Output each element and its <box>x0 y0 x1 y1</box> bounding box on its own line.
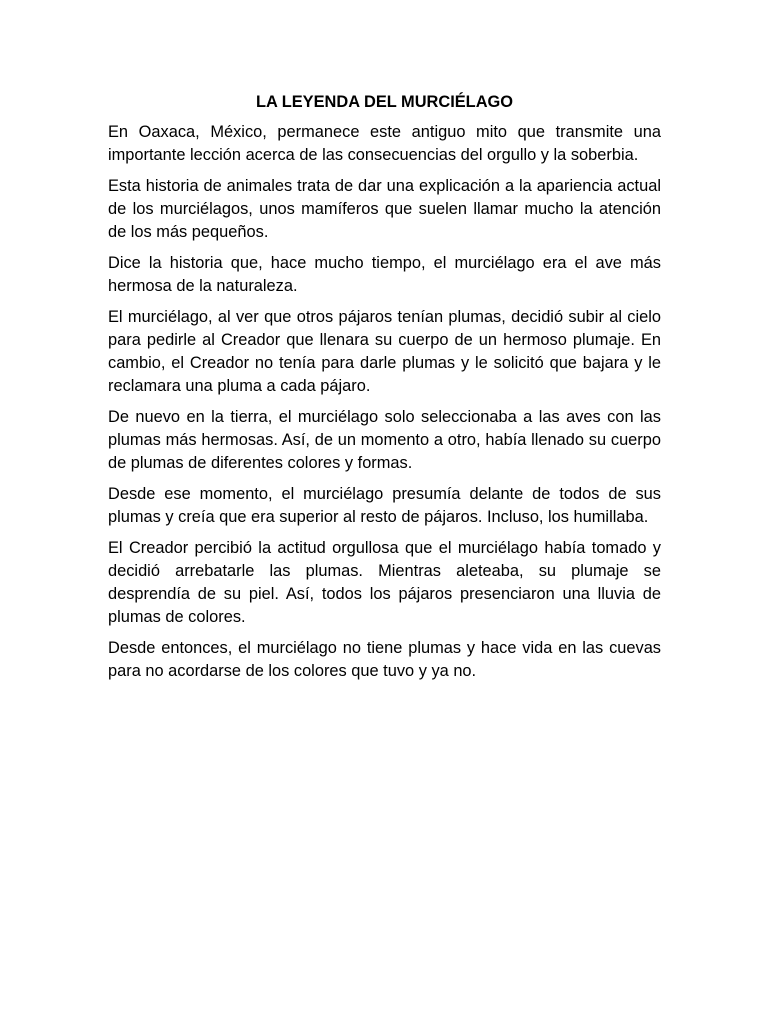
paragraph-4: El murciélago, al ver que otros pájaros tenían plumas, decidió subir al cielo para pedirle al Creador que llenara su cuerpo de un hermoso plumaje. En cambio, el Creador no tenía para darle plumas y le solicitó que bajara y le reclamara una pluma a cada pájaro. <box>108 308 661 395</box>
paragraph-7: El Creador percibió la actitud orgullosa que el murciélago había tomado y decidió arrebatarle las plumas. Mientras aleteaba, su plumaje se desprendía de su piel. Así, todos los pájaros presenciaron una lluvia de plumas de colores. <box>108 539 661 626</box>
paragraph-5: De nuevo en la tierra, el murciélago solo seleccionaba a las aves con las plumas más hermosas. Así, de un momento a otro, había llenado su cuerpo de plumas de diferentes colores y formas. <box>108 408 661 472</box>
paragraph-1: En Oaxaca, México, permanece este antiguo mito que transmite una importante lección acerca de las consecuencias del orgullo y la soberbia. <box>108 123 661 164</box>
paragraph-8: Desde entonces, el murciélago no tiene plumas y hace vida en las cuevas para no acordarse de los colores que tuvo y ya no. <box>108 639 661 680</box>
document-body <box>108 91 661 691</box>
paragraph-3: Dice la historia que, hace mucho tiempo, el murciélago era el ave más hermosa de la naturaleza. <box>108 254 661 295</box>
paragraph-2: Esta historia de animales trata de dar una explicación a la apariencia actual de los murciélagos, unos mamíferos que suelen llamar mucho la atención de los más pequeños. <box>108 177 661 241</box>
paragraph-6: Desde ese momento, el murciélago presumía delante de todos de sus plumas y creía que era superior al resto de pájaros. Incluso, los humillaba. <box>108 485 661 526</box>
document-title: LA LEYENDA DEL MURCIÉLAGO <box>255 93 514 111</box>
